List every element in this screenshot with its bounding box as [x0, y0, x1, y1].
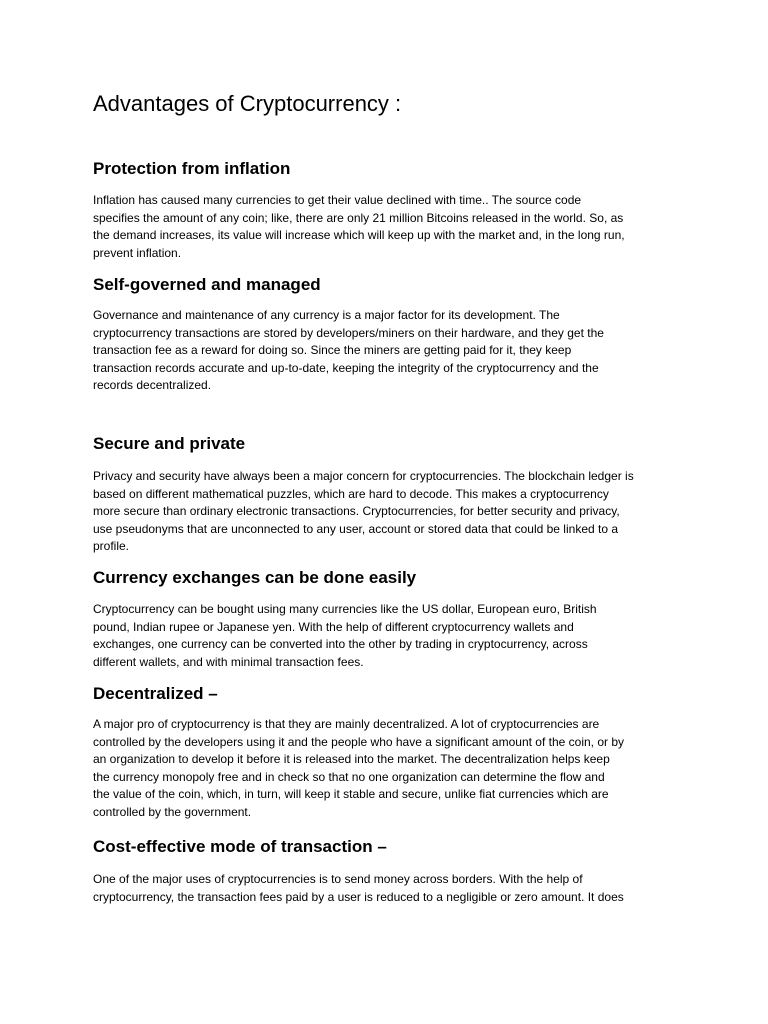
section-paragraph-cost-effective: [93, 871, 683, 906]
section-heading-secure-and-private: Secure and private: [93, 434, 246, 453]
paragraph-line: specifies the amount of any coin; like, there are only 21 million Bitcoins released in the world. So, as: [93, 210, 624, 225]
paragraph-line: an organization to develop it before it is released into the market. The decentralization helps keep: [93, 752, 610, 766]
paragraph-line: exchanges, one currency can be converted into the other by trading in cryptocurrency, across: [93, 637, 588, 651]
paragraph-line: more secure than ordinary electronic transactions. Cryptocurrencies, for better security and privacy,: [93, 504, 620, 518]
paragraph-line: the currency monopoly free and in check so that no one organization can determine the flow and: [93, 769, 605, 784]
paragraph-line: the demand increases, its value will increase which will keep up with the market and, in the long run,: [93, 228, 625, 242]
section-paragraph-decentralized: [93, 716, 683, 821]
paragraph-line: A major pro of cryptocurrency is that they are mainly decentralized. A lot of cryptocurrencies are: [93, 717, 600, 731]
paragraph-line: transaction fee as a reward for doing so. Since the miners are getting paid for it, they keep: [93, 343, 572, 357]
section-heading-cost-effective: Cost-effective mode of transaction –: [93, 837, 387, 856]
paragraph-line: cryptocurrency, the transaction fees paid by a user is reduced to a negligible or zero amount. It does: [93, 889, 624, 904]
paragraph-line: the value of the coin, which, in turn, will keep it stable and secure, unlike fiat currencies which are: [93, 787, 609, 801]
document-title: Advantages of Cryptocurrency :: [93, 91, 402, 116]
paragraph-line: based on different mathematical puzzles, which are hard to decode. This makes a cryptocurrency: [93, 486, 609, 501]
section-heading-currency-exchanges: Currency exchanges can be done easily: [93, 568, 417, 587]
section-paragraph-currency-exchanges: [93, 601, 683, 671]
section-heading-decentralized: Decentralized –: [93, 684, 218, 703]
section-heading-self-governed: Self-governed and managed: [93, 275, 321, 294]
paragraph-line: pound, Indian rupee or Japanese yen. With the help of different cryptocurrency wallets and: [93, 619, 574, 634]
paragraph-line: One of the major uses of cryptocurrencies is to send money across borders. With the help of: [93, 872, 583, 886]
paragraph-line: transaction records accurate and up-to-date, keeping the integrity of the cryptocurrency and the: [93, 360, 599, 375]
section-paragraph-secure-and-private: [93, 468, 683, 556]
paragraph-line: use pseudonyms that are unconnected to any user, account or stored data that could be linked to a: [93, 521, 619, 536]
paragraph-line: records decentralized.: [93, 378, 212, 392]
paragraph-line: prevent inflation.: [93, 245, 182, 260]
paragraph-line: controlled by the government.: [93, 804, 252, 819]
paragraph-line: Governance and maintenance of any currency is a major factor for its development. The: [93, 308, 560, 322]
paragraph-line: profile.: [93, 539, 130, 553]
section-paragraph-self-governed: [93, 307, 683, 395]
paragraph-line: controlled by the developers using it and the people who have a significant amount of the coin, or by: [93, 734, 625, 749]
paragraph-line: Inflation has caused many currencies to get their value declined with time.. The source code: [93, 193, 582, 207]
section-heading-protection-from-inflation: Protection from inflation: [93, 159, 291, 178]
paragraph-line: Cryptocurrency can be bought using many currencies like the US dollar, European euro, British: [93, 602, 597, 616]
section-paragraph-protection-from-inflation: [93, 192, 683, 262]
paragraph-line: cryptocurrency transactions are stored by developers/miners on their hardware, and they get the: [93, 325, 604, 340]
paragraph-line: different wallets, and with minimal transaction fees.: [93, 654, 364, 669]
paragraph-line: Privacy and security have always been a major concern for cryptocurrencies. The blockchain ledger is: [93, 469, 634, 483]
